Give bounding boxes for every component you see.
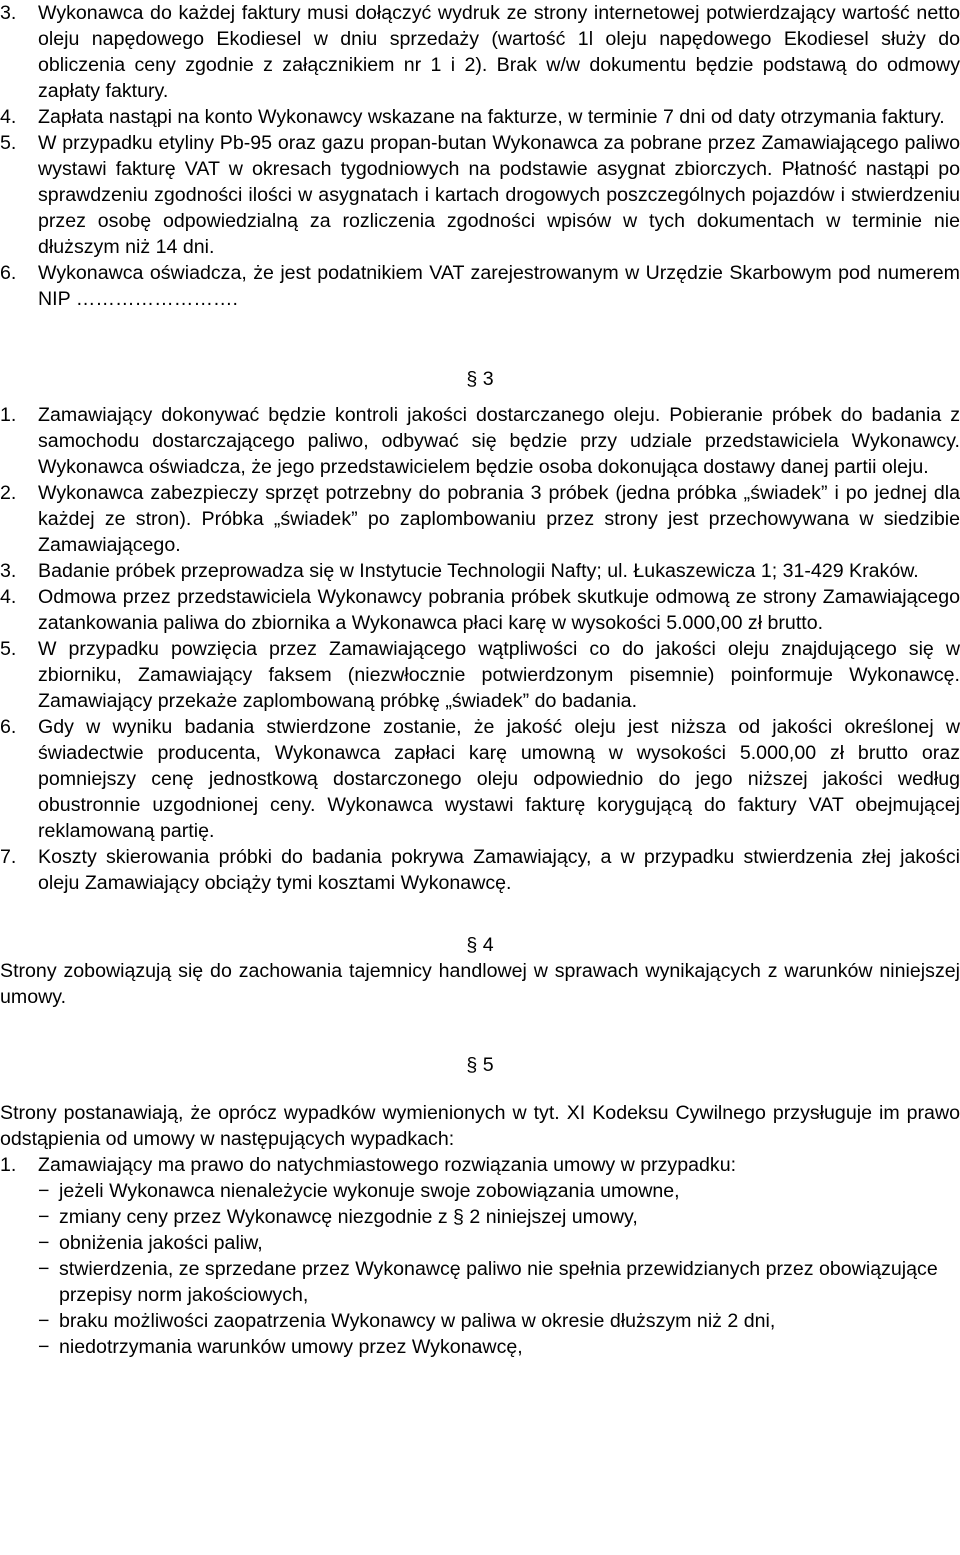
section-4-heading (0, 932, 960, 958)
list-item (0, 260, 960, 312)
top-numbered-list (0, 0, 960, 312)
dash-item-text: obniżenia jakości paliw, (59, 1232, 263, 1254)
section-4-title: § 4 (466, 934, 494, 956)
list-number: 3. (0, 2, 17, 24)
list-number: 4. (0, 106, 17, 128)
dash-list (0, 1178, 960, 1360)
dash-bullet: − (38, 1310, 50, 1332)
list-text: Koszty skierowania próbki do badania pokrywa Zamawiający, a w przypadku stwierdzenia złej jakości oleju Zamawiający obciąży tymi kosztami Wykonawcę. (38, 846, 960, 894)
list-item (0, 1152, 960, 1178)
list-item (0, 844, 960, 896)
dash-item-text: braku możliwości zaopatrzenia Wykonawcy w paliwa w okresie dłuższym niż 2 dni, (59, 1310, 776, 1332)
list-item (0, 636, 960, 714)
list-item (0, 130, 960, 260)
list-item (0, 104, 960, 130)
dash-bullet: − (38, 1336, 50, 1358)
list-text: Wykonawca oświadcza, że jest podatnikiem VAT zarejestrowanym w Urzędzie Skarbowym pod numerem NIP ……………………. (38, 262, 960, 310)
dash-list-item (0, 1256, 960, 1308)
list-text: W przypadku etyliny Pb-95 oraz gazu propan-butan Wykonawca za pobrane przez Zamawiającego paliwo wystawi fakturę VAT w okresach tygodniowych na podstawie asygnat zbiorczych. Płatność nastąpi po sprawdzeniu zgodności ilości w asygnatach i kartach drogowych poszczególnych pojazdów i stwierdzeniu przez osobę odpowiedzialną za rozliczenia zgodności wpisów w tych dokumentach w terminie nie dłuższym niż 14 dni. (38, 132, 960, 258)
list-number: 1. (0, 404, 17, 426)
dash-list-item (0, 1204, 960, 1230)
list-text: Gdy w wyniku badania stwierdzone zostanie, że jakość oleju jest niższa od jakości określonej w świadectwie producenta, Wykonawca zapłaci karę umowną w wysokości 5.000,00 zł brutto oraz pomniejszy cenę jednostkową dostarczonego oleju odpowiednio do jego niższej jakości według obustronnie uzgodnionej ceny. Wykonawca wystawi fakturę korygującą do faktury VAT obejmującej reklamowaną partię. (38, 716, 960, 842)
list-number: 5. (0, 638, 17, 660)
dash-bullet: − (38, 1258, 50, 1280)
list-item (0, 714, 960, 844)
dash-item-text: niedotrzymania warunków umowy przez Wykonawcę, (59, 1336, 523, 1358)
list-number: 2. (0, 482, 17, 504)
spacer (0, 1010, 960, 1052)
list-item (0, 584, 960, 636)
dash-bullet: − (38, 1206, 50, 1228)
list-item (0, 558, 960, 584)
list-number: 6. (0, 262, 17, 284)
section-5-title: § 5 (466, 1054, 494, 1076)
spacer (0, 312, 960, 366)
list-text: Wykonawca zabezpieczy sprzęt potrzebny do pobrania 3 próbek (jedna próbka „świadek” i po jednej dla każdej ze stron). Próbka „świadek” po zaplombowaniu przez strony jest przechowywana w siedzibie Zamawiającego. (38, 482, 960, 556)
section-5-intro: Strony postanawiają, że oprócz wypadków wymienionych w tyt. XI Kodeksu Cywilnego przysługuje im prawo odstąpienia od umowy w następujących wypadkach: (0, 1102, 960, 1150)
section-3-list (0, 402, 960, 896)
dash-item-text: stwierdzenia, ze sprzedane przez Wykonawcę paliwo nie spełnia przewidzianych przez obowiązujące przepisy norm jakościowych, (59, 1258, 938, 1306)
list-number: 4. (0, 586, 17, 608)
list-item (0, 480, 960, 558)
list-text: Odmowa przez przedstawiciela Wykonawcy pobrania próbek skutkuje odmową ze strony Zamawiającego zatankowania paliwa do zbiornika a Wykonawca płaci karę w wysokości 5.000,00 zł brutto. (38, 586, 960, 634)
dash-bullet: − (38, 1232, 50, 1254)
dash-list-item (0, 1334, 960, 1360)
list-number: 7. (0, 846, 17, 868)
section-5-heading (0, 1052, 960, 1078)
section-4-text: Strony zobowiązują się do zachowania tajemnicy handlowej w sprawach wynikających z warunków niniejszej umowy. (0, 960, 960, 1008)
list-number: 3. (0, 560, 17, 582)
list-text: Zamawiający dokonywać będzie kontroli jakości dostarczanego oleju. Pobieranie próbek do badania z samochodu dostarczającego paliwo, odbywać się będzie przy udziale przedstawiciela Wykonawcy. Wykonawca oświadcza, że jego przedstawicielem będzie osoba dokonująca dostawy danej partii oleju. (38, 404, 960, 478)
list-number: 5. (0, 132, 17, 154)
spacer (0, 1088, 960, 1100)
section-3-heading (0, 366, 960, 392)
dash-item-text: jeżeli Wykonawca nienależycie wykonuje swoje zobowiązania umowne, (59, 1180, 680, 1202)
dash-bullet: − (38, 1180, 50, 1202)
list-item (0, 0, 960, 104)
list-number: 6. (0, 716, 17, 738)
dash-list-item (0, 1308, 960, 1334)
list-text: Zapłata nastąpi na konto Wykonawcy wskazane na fakturze, w terminie 7 dni od daty otrzymania faktury. (38, 106, 945, 128)
spacer (0, 896, 960, 932)
list-item (0, 402, 960, 480)
list-text: Zamawiający ma prawo do natychmiastowego rozwiązania umowy w przypadku: (38, 1154, 737, 1176)
list-text: Badanie próbek przeprowadza się w Instytucie Technologii Nafty; ul. Łukaszewicza 1; 31-429 Kraków. (38, 560, 919, 582)
dash-list-item (0, 1178, 960, 1204)
dash-list-item (0, 1230, 960, 1256)
list-text: W przypadku powzięcia przez Zamawiającego wątpliwości co do jakości oleju znajdującego się w zbiorniku, Zamawiający faksem (niezwłocznie potwierdzonym pisemnie) poinformuje Wykonawcę. Zamawiający przekaże zaplombowaną próbkę „świadek” do badania. (38, 638, 960, 712)
list-number: 1. (0, 1154, 17, 1176)
dash-item-text: zmiany ceny przez Wykonawcę niezgodnie z § 2 niniejszej umowy, (59, 1206, 638, 1228)
list-text: Wykonawca do każdej faktury musi dołączyć wydruk ze strony internetowej potwierdzający wartość netto oleju napędowego Ekodiesel w dniu sprzedaży (wartość 1l oleju napędowego Ekodiesel służy do obliczenia ceny zgodnie z załącznikiem nr 1 i 2). Brak w/w dokumentu będzie podstawą do odmowy zapłaty faktury. (38, 2, 960, 102)
section-3-title: § 3 (466, 368, 494, 390)
